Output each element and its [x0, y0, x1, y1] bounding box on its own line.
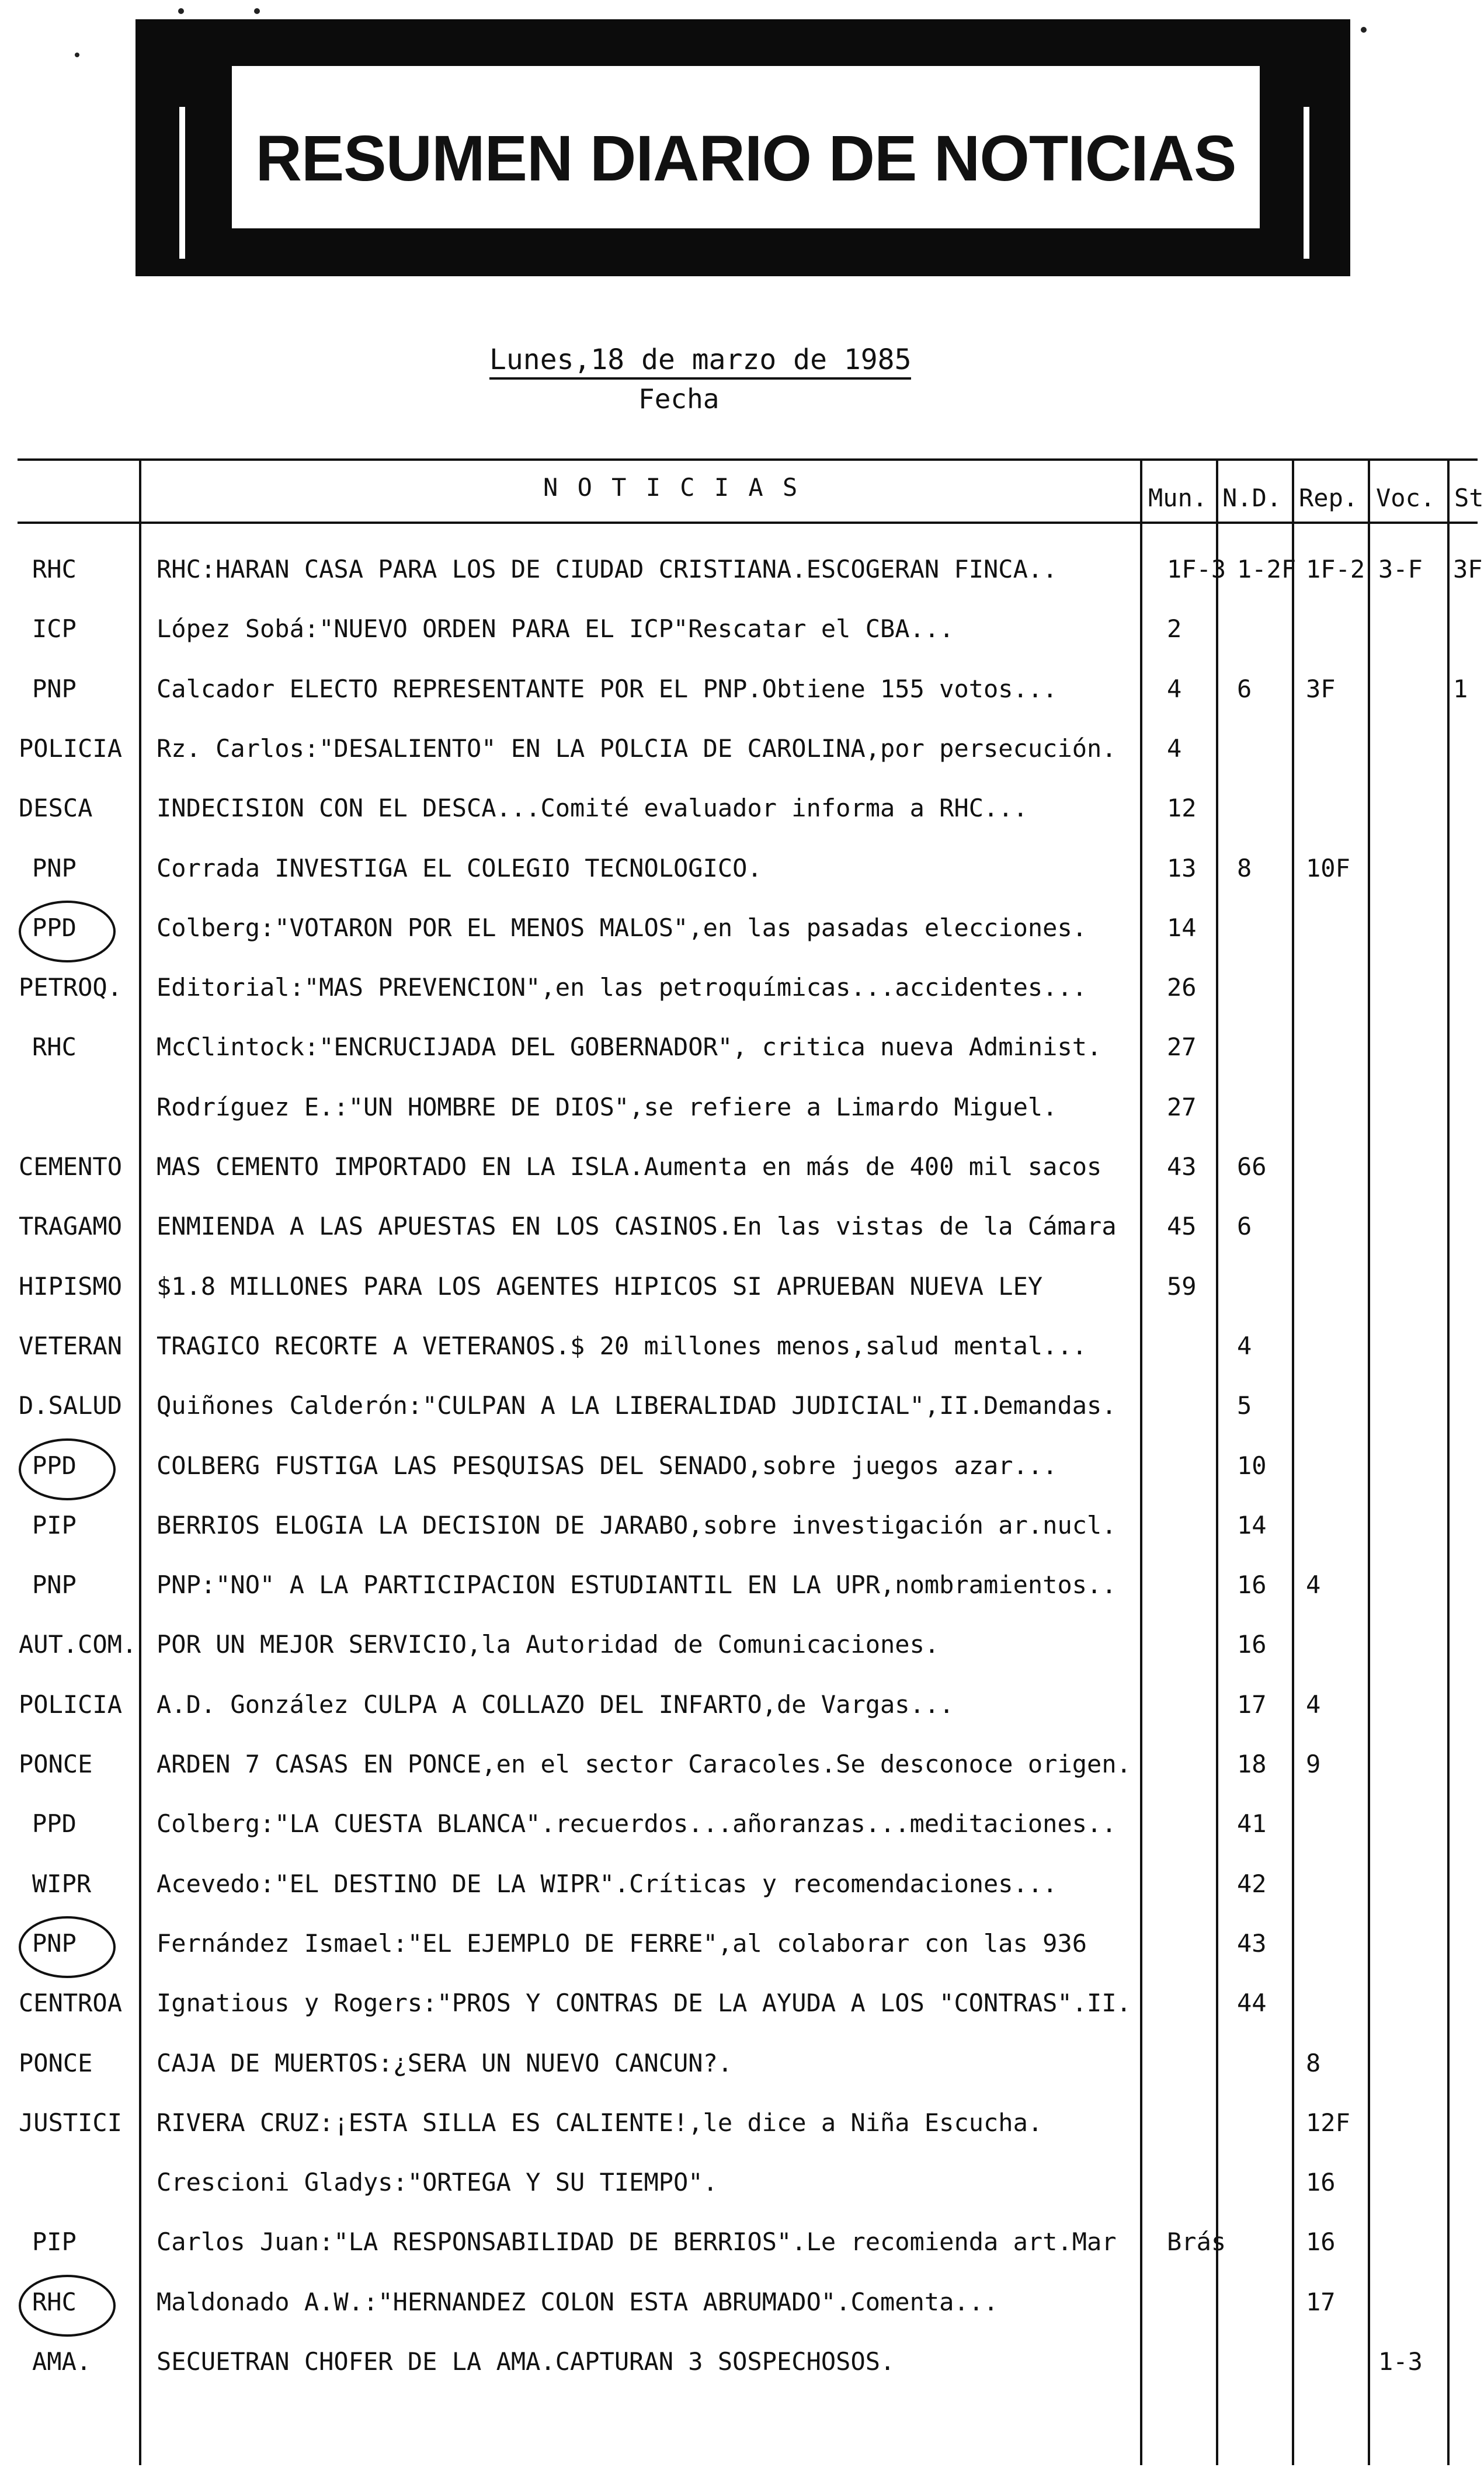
row-headline: López Sobá:"NUEVO ORDEN PARA EL ICP"Rescatar el CBA...	[157, 614, 954, 643]
row-topic: D.SALUD	[19, 1391, 123, 1420]
row-headline: Carlos Juan:"LA RESPONSABILIDAD DE BERRIOS".Le recomienda art.Mar	[157, 2227, 1117, 2256]
voc-column-rule	[1368, 458, 1370, 2465]
row-topic: PETROQ.	[19, 973, 123, 1002]
cell-mun: 43	[1167, 1152, 1197, 1181]
header-voc: Voc.	[1376, 484, 1436, 512]
row-headline: Rz. Carlos:"DESALIENTO" EN LA POLCIA DE CAROLINA,por persecución.	[157, 734, 1117, 763]
cell-nd: 1-2F	[1237, 555, 1297, 583]
row-topic: ICP	[32, 614, 77, 643]
row-headline: A.D. González CULPA A COLLAZO DEL INFARTO,de Vargas...	[157, 1690, 954, 1719]
cell-nd: 6	[1237, 675, 1252, 703]
row-headline: RIVERA CRUZ:¡ESTA SILLA ES CALIENTE!,le dice a Niña Escucha.	[157, 2108, 1043, 2137]
row-headline: Calcador ELECTO REPRESENTANTE POR EL PNP.Obtiene 155 votos...	[157, 675, 1058, 703]
mun-column-rule	[1140, 458, 1142, 2465]
row-headline: INDECISION CON EL DESCA...Comité evaluador informa a RHC...	[157, 794, 1028, 822]
row-topic: AUT.COM.	[19, 1630, 137, 1659]
row-headline: PNP:"NO" A LA PARTICIPACION ESTUDIANTIL EN LA UPR,nombramientos..	[157, 1570, 1117, 1599]
hand-drawn-circle	[19, 1916, 116, 1978]
header-mun: Mun.	[1148, 484, 1208, 512]
cell-rep: 16	[1306, 2168, 1336, 2197]
row-topic: PNP	[32, 675, 77, 703]
cell-mun: 45	[1167, 1212, 1197, 1240]
cell-nd: 17	[1237, 1690, 1267, 1719]
cell-nd: 44	[1237, 1989, 1267, 2017]
header-st: St	[1454, 484, 1484, 512]
print-speck	[178, 8, 184, 14]
cell-mun: 1F-3	[1167, 555, 1226, 583]
cell-rep: 17	[1306, 2288, 1336, 2316]
cell-mun: 13	[1167, 854, 1197, 882]
row-topic: PNP	[32, 1929, 77, 1958]
row-topic: JUSTICI	[19, 2108, 123, 2137]
row-topic: CENTROA	[19, 1989, 123, 2017]
cell-nd: 43	[1237, 1929, 1267, 1958]
row-topic: PNP	[32, 1570, 77, 1599]
st-column-rule	[1447, 458, 1450, 2465]
row-topic: PPD	[32, 1809, 77, 1838]
row-topic: PPD	[32, 1451, 77, 1480]
row-headline: $1.8 MILLONES PARA LOS AGENTES HIPICOS SI APRUEBAN NUEVA LEY	[157, 1272, 1043, 1301]
cell-mun: 27	[1167, 1093, 1197, 1121]
cell-nd: 66	[1237, 1152, 1267, 1181]
header-rep: Rep.	[1299, 484, 1358, 512]
header-nd: N.D.	[1222, 484, 1282, 512]
cell-nd: 16	[1237, 1570, 1267, 1599]
row-topic: POLICIA	[19, 1690, 123, 1719]
cell-rep: 10F	[1306, 854, 1350, 882]
row-topic: TRAGAMO	[19, 1212, 123, 1240]
row-headline: Maldonado A.W.:"HERNANDEZ COLON ESTA ABRUMADO".Comenta...	[157, 2288, 999, 2316]
row-headline: TRAGICO RECORTE A VETERANOS.$ 20 millones menos,salud mental...	[157, 1332, 1087, 1360]
row-headline: MAS CEMENTO IMPORTADO EN LA ISLA.Aumenta en más de 400 mil sacos	[157, 1152, 1102, 1181]
cell-voc: 1-3	[1378, 2347, 1423, 2376]
row-topic: VETERAN	[19, 1332, 123, 1360]
row-headline: RHC:HARAN CASA PARA LOS DE CIUDAD CRISTIANA.ESCOGERAN FINCA..	[157, 555, 1058, 583]
cell-nd: 6	[1237, 1212, 1252, 1240]
header-noticias: N O T I C I A S	[543, 473, 800, 502]
row-topic: PONCE	[19, 2049, 93, 2077]
page-title: RESUMEN DIARIO DE NOTICIAS	[255, 123, 1236, 194]
row-headline: Editorial:"MAS PREVENCION",en las petroquímicas...accidentes...	[157, 973, 1087, 1002]
nd-column-rule	[1216, 458, 1218, 2465]
cell-mun: 27	[1167, 1033, 1197, 1061]
row-headline: Quiñones Calderón:"CULPAN A LA LIBERALIDAD JUDICIAL",II.Demandas.	[157, 1391, 1117, 1420]
cell-rep: 12F	[1306, 2108, 1350, 2137]
row-topic: HIPISMO	[19, 1272, 123, 1301]
cell-mun: 2	[1167, 614, 1182, 643]
hand-drawn-circle	[19, 2275, 116, 2337]
cell-voc: 3-F	[1378, 555, 1423, 583]
cell-rep: 4	[1306, 1570, 1321, 1599]
row-headline: McClintock:"ENCRUCIJADA DEL GOBERNADOR", critica nueva Administ.	[157, 1033, 1102, 1061]
header-rule	[18, 522, 1478, 524]
print-speck	[75, 53, 79, 57]
cell-nd: 16	[1237, 1630, 1267, 1659]
row-headline: CAJA DE MUERTOS:¿SERA UN NUEVO CANCUN?.	[157, 2049, 733, 2077]
row-headline: SECUETRAN CHOFER DE LA AMA.CAPTURAN 3 SOSPECHOSOS.	[157, 2347, 895, 2376]
cell-nd: 42	[1237, 1869, 1267, 1898]
cell-rep: 9	[1306, 1750, 1321, 1778]
row-topic: PIP	[32, 1511, 77, 1539]
row-topic: RHC	[32, 2288, 77, 2316]
date-value: Lunes,18 de marzo de 1985	[489, 343, 911, 380]
print-speck	[254, 8, 260, 14]
row-headline: Crescioni Gladys:"ORTEGA Y SU TIEMPO".	[157, 2168, 718, 2197]
banner-stripe	[179, 107, 185, 259]
row-topic: PNP	[32, 854, 77, 882]
cell-nd: 8	[1237, 854, 1252, 882]
cell-rep: 16	[1306, 2227, 1336, 2256]
row-headline: Corrada INVESTIGA EL COLEGIO TECNOLOGICO.	[157, 854, 762, 882]
row-topic: AMA.	[32, 2347, 92, 2376]
cell-rep: 8	[1306, 2049, 1321, 2077]
cell-mun: 4	[1167, 675, 1182, 703]
row-topic: RHC	[32, 1033, 77, 1061]
banner-stripe	[1304, 107, 1309, 259]
cell-mun: 59	[1167, 1272, 1197, 1301]
row-topic: PONCE	[19, 1750, 93, 1778]
row-headline: Colberg:"VOTARON POR EL MENOS MALOS",en las pasadas elecciones.	[157, 913, 1087, 942]
row-topic: PIP	[32, 2227, 77, 2256]
cell-mun: 26	[1167, 973, 1197, 1002]
cell-st: 1	[1453, 675, 1468, 703]
title-box	[226, 66, 1266, 228]
print-speck	[1361, 27, 1367, 33]
row-topic: WIPR	[32, 1869, 92, 1898]
date-label: Fecha	[638, 383, 720, 415]
cell-rep: 4	[1306, 1690, 1321, 1719]
cell-mun: 12	[1167, 794, 1197, 822]
table-top-rule	[18, 458, 1478, 461]
row-headline: Acevedo:"EL DESTINO DE LA WIPR".Críticas y recomendaciones...	[157, 1869, 1058, 1898]
hand-drawn-circle	[19, 1438, 116, 1500]
row-headline: Ignatious y Rogers:"PROS Y CONTRAS DE LA AYUDA A LOS "CONTRAS".II.	[157, 1989, 1131, 2017]
cell-nd: 10	[1237, 1451, 1267, 1480]
cell-st: 3F	[1453, 555, 1483, 583]
cell-mun: 4	[1167, 734, 1182, 763]
row-topic: POLICIA	[19, 734, 123, 763]
row-headline: BERRIOS ELOGIA LA DECISION DE JARABO,sobre investigación ar.nucl.	[157, 1511, 1117, 1539]
row-topic: CEMENTO	[19, 1152, 123, 1181]
row-headline: ARDEN 7 CASAS EN PONCE,en el sector Caracoles.Se desconoce origen.	[157, 1750, 1131, 1778]
row-headline: POR UN MEJOR SERVICIO,la Autoridad de Comunicaciones.	[157, 1630, 940, 1659]
row-headline: Colberg:"LA CUESTA BLANCA".recuerdos...añoranzas...meditaciones..	[157, 1809, 1117, 1838]
row-headline: COLBERG FUSTIGA LAS PESQUISAS DEL SENADO,sobre juegos azar...	[157, 1451, 1058, 1480]
cell-nd: 4	[1237, 1332, 1252, 1360]
row-topic: PPD	[32, 913, 77, 942]
cell-rep: 1F-2	[1306, 555, 1365, 583]
topic-column-rule	[139, 458, 141, 2465]
cell-nd: 41	[1237, 1809, 1267, 1838]
row-headline: ENMIENDA A LAS APUESTAS EN LOS CASINOS.En las vistas de la Cámara	[157, 1212, 1117, 1240]
cell-nd: 14	[1237, 1511, 1267, 1539]
cell-mun: 14	[1167, 913, 1197, 942]
row-headline: Fernández Ismael:"EL EJEMPLO DE FERRE",al colaborar con las 936	[157, 1929, 1087, 1958]
cell-nd: 5	[1237, 1391, 1252, 1420]
row-topic: RHC	[32, 555, 77, 583]
hand-drawn-circle	[19, 901, 116, 962]
title-banner	[135, 19, 1350, 276]
row-topic: DESCA	[19, 794, 93, 822]
cell-mun: Brás	[1167, 2227, 1226, 2256]
row-headline: Rodríguez E.:"UN HOMBRE DE DIOS",se refiere a Limardo Miguel.	[157, 1093, 1058, 1121]
cell-rep: 3F	[1306, 675, 1336, 703]
rep-column-rule	[1292, 458, 1294, 2465]
cell-nd: 18	[1237, 1750, 1267, 1778]
